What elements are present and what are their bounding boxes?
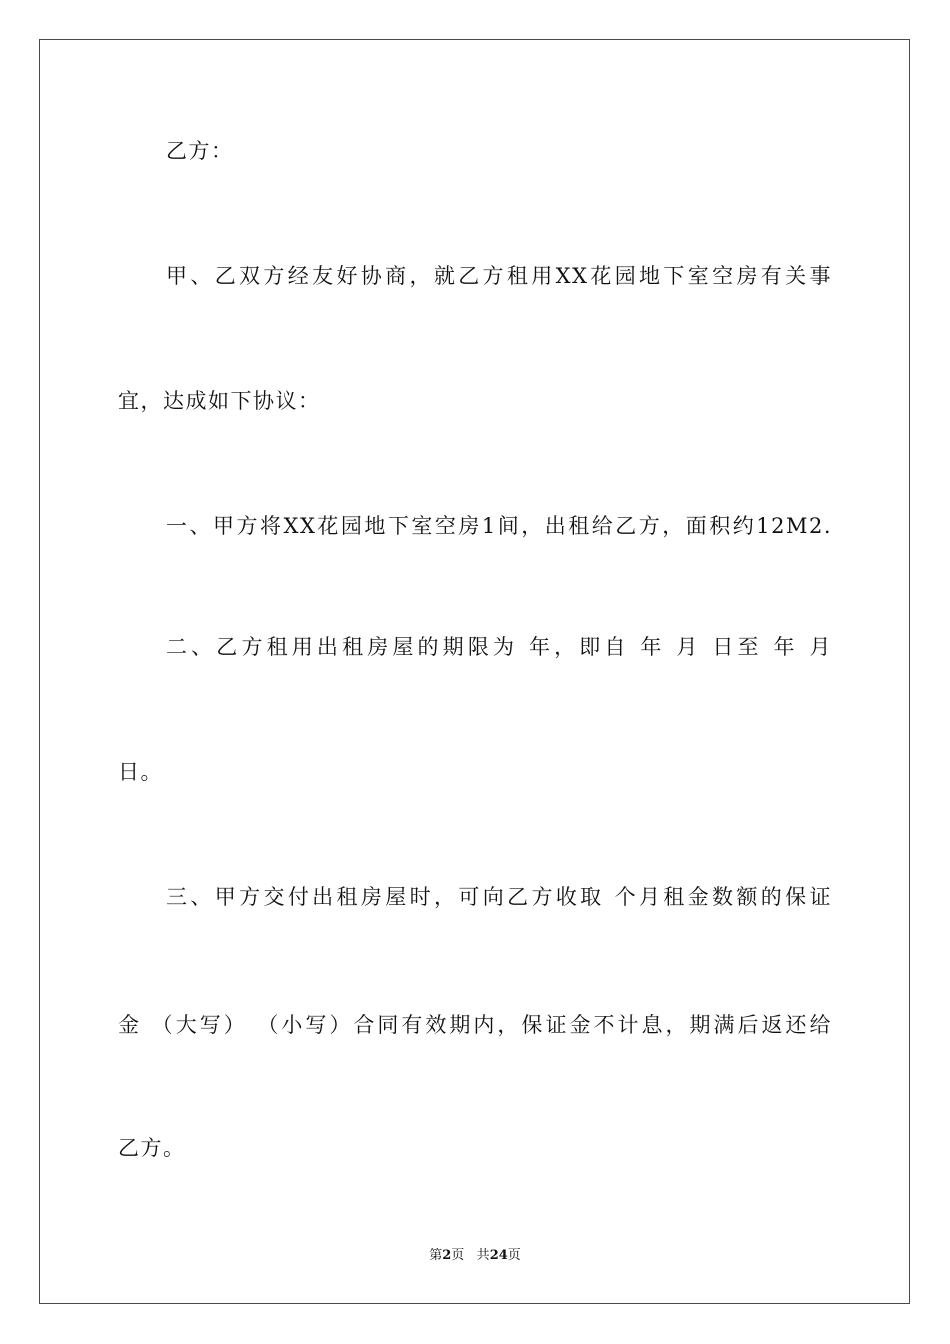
document-line: 宜，达成如下协议： bbox=[118, 389, 321, 413]
current-page-number: 2 bbox=[442, 1248, 452, 1263]
document-line: 甲、乙双方经友好协商，就乙方租用XX花园地下室空房有关事 bbox=[166, 264, 832, 288]
document-line: 乙方： bbox=[166, 139, 234, 163]
page-footer bbox=[0, 1247, 950, 1265]
document-line: 二、乙方租用出租房屋的期限为 年，即自 年 月 日至 年 月 bbox=[166, 635, 832, 659]
document-line: 三、甲方交付出租房屋时，可向乙方收取 个月租金数额的保证 bbox=[166, 885, 832, 909]
footer-total-suffix: 页 bbox=[507, 1248, 521, 1263]
footer-page-suffix: 页 bbox=[451, 1248, 465, 1263]
document-line: 日。 bbox=[118, 760, 163, 784]
footer-prefix: 第 bbox=[429, 1248, 443, 1263]
document-line: 一、甲方将XX花园地下室空房1间，出租给乙方，面积约12M2. bbox=[166, 514, 832, 538]
page-frame bbox=[39, 39, 910, 1304]
document-line: 金 （大写） （小写）合同有效期内，保证金不计息，期满后返还给 bbox=[118, 1013, 832, 1037]
total-pages-number: 24 bbox=[489, 1248, 508, 1263]
document-line: 乙方。 bbox=[118, 1136, 186, 1160]
footer-total-prefix: 共 bbox=[476, 1248, 490, 1263]
